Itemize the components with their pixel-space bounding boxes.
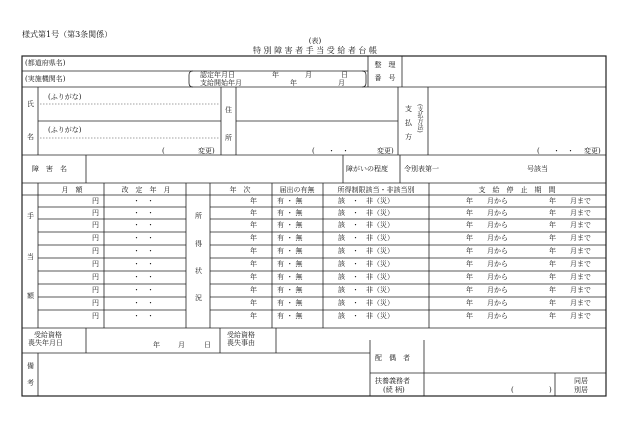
- kaitei-header: 改 定 年 月: [121, 186, 171, 194]
- shotoku-gaitou: 該 ・ 非（災）: [338, 273, 394, 281]
- todokede-header: 届出の有無: [279, 186, 315, 194]
- teishi-header: 支 給 停 止 期 間: [478, 186, 556, 194]
- todokede-umu: 有 ・ 無: [277, 209, 303, 217]
- agency-label: (実施機関名): [25, 75, 66, 83]
- teishi-from: 年 月から: [466, 221, 508, 229]
- toku-label: 得: [195, 240, 202, 248]
- shiharai-label-1: 支: [405, 105, 412, 113]
- shotoku-gaitou: 該 ・ 非（災）: [338, 260, 394, 268]
- todokede-umu: 有 ・ 無: [277, 260, 303, 268]
- jukyu-shikaku-1: 受給資格: [34, 331, 62, 339]
- pay-dots: ・ ・: [553, 147, 574, 155]
- todokede-umu: 有 ・ 無: [277, 221, 303, 229]
- kaitei-dots: ・ ・: [133, 247, 154, 255]
- sho-mid-label: 所: [195, 212, 202, 220]
- todokede-umu: 有 ・ 無: [277, 273, 303, 281]
- teishi-from: 年 月から: [466, 260, 508, 268]
- todokede-umu: 有 ・ 無: [277, 286, 303, 294]
- kaitei-dots: ・ ・: [133, 312, 154, 320]
- kaitei-dots: ・ ・: [133, 197, 154, 205]
- getsugaku-header: 月 額: [61, 186, 83, 194]
- amount-yen: 円: [92, 221, 99, 229]
- teishi-to: 年 月まで: [549, 312, 591, 320]
- shotoku-gaitou: 該 ・ 非（災）: [338, 197, 394, 205]
- loss-year: 年: [153, 341, 160, 349]
- page-title: 特 別 障 害 者 手 当 受 給 者 台 帳: [253, 46, 377, 55]
- teishi-to: 年 月まで: [549, 299, 591, 307]
- shogai-teido-label: 障がいの程度: [346, 165, 388, 173]
- kaitei-dots: ・ ・: [133, 273, 154, 281]
- shi-label: 氏: [27, 100, 34, 108]
- teishi-to: 年 月まで: [549, 234, 591, 242]
- shikyu-year: 年: [290, 79, 297, 87]
- nendo-header: 年 次: [229, 186, 251, 194]
- teishi-to: 年 月まで: [549, 260, 591, 268]
- shiharai-label-2: 払: [405, 119, 412, 127]
- amount-yen: 円: [92, 260, 99, 268]
- teishi-from: 年 月から: [466, 312, 508, 320]
- soushitsu-jiyuu-label: 喪失事由: [227, 339, 255, 347]
- amount-yen: 円: [92, 247, 99, 255]
- prefecture-label: (都道府県名): [25, 59, 66, 67]
- biko-2: 考: [27, 379, 34, 387]
- teishi-from: 年 月から: [466, 197, 508, 205]
- mei-label: 名: [27, 133, 34, 141]
- form-frame: [22, 56, 606, 396]
- furigana-2: (ふりがな): [48, 126, 82, 134]
- teishi-to: 年 月まで: [549, 221, 591, 229]
- shotoku-gaitou: 該 ・ 非（災）: [338, 286, 394, 294]
- soushitsu-date-label: 喪失年月日: [28, 339, 63, 347]
- teishi-to: 年 月まで: [549, 197, 591, 205]
- bangou-label: 番 号: [374, 74, 396, 82]
- shiharai-method-vertical: (支払方法): [416, 104, 423, 133]
- te-label: 手: [27, 212, 34, 220]
- shotoku-gaitou: 該 ・ 非（災）: [338, 209, 394, 217]
- haigusha-label: 配 偶 者: [375, 354, 410, 362]
- nendo-year: 年: [250, 209, 257, 217]
- amount-yen: 円: [92, 299, 99, 307]
- reibetsu-label: 令別表第一: [404, 165, 439, 173]
- nintei-day: 日: [341, 71, 348, 79]
- nintei-month: 月: [305, 71, 312, 79]
- nendo-year: 年: [250, 234, 257, 242]
- shikyu-month: 月: [338, 79, 345, 87]
- todokede-umu: 有 ・ 無: [277, 299, 303, 307]
- tou-label: 当: [27, 253, 34, 261]
- teishi-to: 年 月まで: [549, 286, 591, 294]
- teishi-from: 年 月から: [466, 247, 508, 255]
- shogaimei-label: 障 害 名: [32, 165, 67, 173]
- seiri-label: 整 理: [374, 61, 396, 69]
- loss-month: 月: [178, 341, 185, 349]
- pay-change: 変更): [584, 147, 601, 155]
- name-change: 変更): [198, 147, 215, 155]
- amount-yen: 円: [92, 234, 99, 242]
- todokede-umu: 有 ・ 無: [277, 234, 303, 242]
- furigana-1: (ふりがな): [48, 93, 82, 101]
- pay-change-open: (: [537, 147, 540, 155]
- fuyou-paren-open: (: [511, 386, 514, 394]
- addr-dots: ・ ・: [328, 147, 349, 155]
- shotoku-gaitou: 該 ・ 非（災）: [338, 221, 394, 229]
- nintei-label: 認定年月日: [200, 71, 235, 79]
- addr-change-open: (: [312, 147, 315, 155]
- shotoku-gaitou: 該 ・ 非（災）: [338, 299, 394, 307]
- form-number: 様式第1号（第3条関係）: [22, 30, 113, 39]
- bekkyo-label: 別居: [574, 386, 588, 394]
- kaitei-dots: ・ ・: [133, 299, 154, 307]
- paren-title: (表): [308, 37, 322, 45]
- shikyu-label: 支給開始年月: [200, 79, 242, 87]
- fuyou-label: 扶養義務者: [375, 377, 410, 385]
- gou-label: 号該当: [527, 165, 548, 173]
- doukyo-label: 同居: [574, 377, 588, 385]
- teishi-from: 年 月から: [466, 234, 508, 242]
- shotoku-header: 所得制限該当・非該当別: [337, 186, 415, 194]
- sho-label: 所: [225, 134, 232, 142]
- todokede-umu: 有 ・ 無: [277, 197, 303, 205]
- jou-label: 状: [195, 267, 202, 275]
- amount-yen: 円: [92, 286, 99, 294]
- amount-yen: 円: [92, 197, 99, 205]
- nintei-year: 年: [272, 71, 279, 79]
- loss-day: 日: [204, 341, 211, 349]
- todokede-umu: 有 ・ 無: [277, 312, 303, 320]
- kaitei-dots: ・ ・: [133, 209, 154, 217]
- teishi-to: 年 月まで: [549, 209, 591, 217]
- teishi-to: 年 月まで: [549, 247, 591, 255]
- nendo-year: 年: [250, 247, 257, 255]
- amount-yen: 円: [92, 209, 99, 217]
- teishi-from: 年 月から: [466, 209, 508, 217]
- fuyou-paren-close: ): [549, 386, 552, 394]
- nendo-year: 年: [250, 221, 257, 229]
- gaku-label: 額: [27, 292, 34, 300]
- nendo-year: 年: [250, 312, 257, 320]
- kyou-label: 況: [195, 294, 202, 302]
- todokede-umu: 有 ・ 無: [277, 247, 303, 255]
- kaitei-dots: ・ ・: [133, 286, 154, 294]
- shiharai-label-3: 方: [405, 133, 412, 141]
- kaitei-dots: ・ ・: [133, 234, 154, 242]
- teishi-from: 年 月から: [466, 273, 508, 281]
- nendo-year: 年: [250, 197, 257, 205]
- teishi-to: 年 月まで: [549, 273, 591, 281]
- nendo-year: 年: [250, 260, 257, 268]
- shotoku-gaitou: 該 ・ 非（災）: [338, 247, 394, 255]
- nendo-year: 年: [250, 286, 257, 294]
- addr-change: 変更): [377, 147, 394, 155]
- kaitei-dots: ・ ・: [133, 260, 154, 268]
- ju-label: 住: [225, 106, 232, 114]
- amount-yen: 円: [92, 273, 99, 281]
- name-change-open: (: [162, 147, 165, 155]
- shotoku-gaitou: 該 ・ 非（災）: [338, 312, 394, 320]
- shotoku-gaitou: 該 ・ 非（災）: [338, 234, 394, 242]
- amount-yen: 円: [92, 312, 99, 320]
- kaitei-dots: ・ ・: [133, 221, 154, 229]
- teishi-from: 年 月から: [466, 299, 508, 307]
- jukyu-shikaku-2: 受給資格: [227, 331, 255, 339]
- biko-1: 備: [27, 362, 34, 370]
- teishi-from: 年 月から: [466, 286, 508, 294]
- nendo-year: 年: [250, 273, 257, 281]
- nendo-year: 年: [250, 299, 257, 307]
- zokugara-label: (続 柄): [383, 386, 405, 394]
